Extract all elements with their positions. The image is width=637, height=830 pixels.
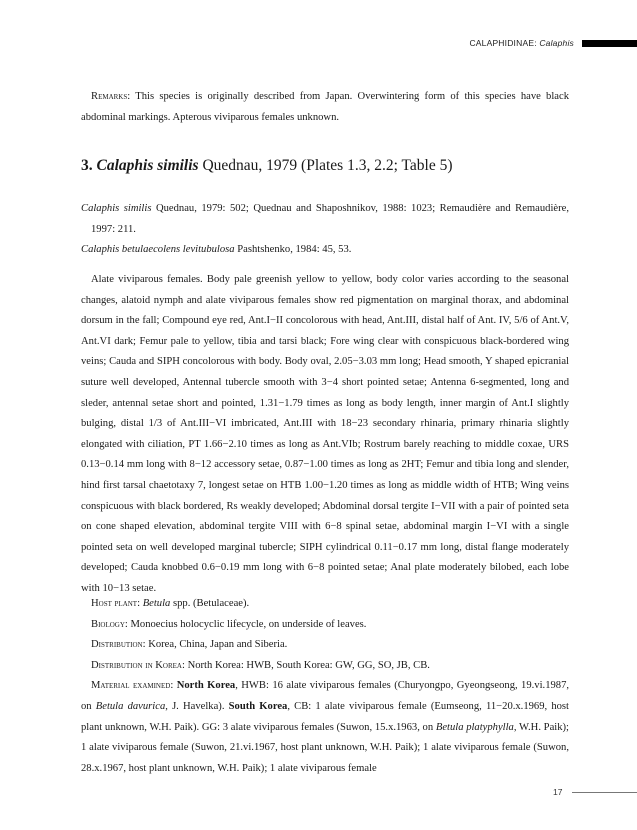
material-text: , W.H. Paik); 1 alate viviparous female (Suwon, 21.vi.1967, host plant unknown, W.H. Paik); 1 alate viviparous female (Suwon, 28.x.1967, host plant unknown, W.H. Paik); 1 alate viviparous female [81, 721, 569, 774]
synonym-text: Pashtshenko, 1984: 45, 53. [234, 244, 352, 256]
running-head-prefix: CALAPHIDINAE: [469, 38, 540, 48]
species-name: Calaphis similis [96, 157, 199, 174]
distribution-text: Korea, China, Japan and Siberia. [148, 639, 288, 651]
host-plant-text: spp. (Betulaceae). [170, 598, 250, 609]
host-plant-genus: Betula [142, 598, 171, 609]
synonym-name: Calaphis betulaecolens levitubulosa [81, 244, 235, 256]
running-head-genus: Calaphis [539, 38, 574, 48]
species-heading [81, 157, 452, 175]
host-species: Betula davurica [95, 700, 166, 712]
host-species: Betula platyphylla [435, 721, 514, 733]
distribution-label: Distribution [91, 639, 143, 651]
biology-label: Biology [91, 618, 125, 630]
biology-text: Monoecius holocyclic lifecycle, on underside of leaves. [130, 618, 367, 630]
species-number: 3. [81, 157, 93, 174]
running-head-bar [582, 40, 637, 47]
distribution-korea-line: Distribution in Korea: North Korea: HWB, South Korea: GW, GG, SO, JB, CB. [91, 659, 430, 671]
host-plant-line: Host plant: Betula spp. (Betulaceae). [91, 598, 250, 609]
page-footer [553, 785, 637, 799]
north-korea-label: North Korea [176, 680, 236, 692]
biology-line: Biology: Monoecius holocyclic lifecycle, on underside of leaves. [91, 618, 367, 630]
running-head [469, 37, 637, 49]
synonym-name: Calaphis similis [81, 203, 152, 214]
synonym-entry [81, 199, 569, 240]
remarks-text: This species is originally described from Japan. Overwintering form of this species have black abdominal markings. Apterous viviparous females unknown. [81, 91, 569, 123]
distribution-korea-label: Distribution in Korea [91, 659, 182, 671]
remarks-label: Remarks [91, 91, 128, 102]
description-paragraph [81, 270, 569, 600]
distribution-line: Distribution: Korea, China, Japan and Siberia. [91, 639, 288, 651]
material-text: , J. Havelka). [165, 700, 229, 712]
material-label: Material examined [91, 680, 171, 692]
distribution-korea-text: North Korea: HWB, South Korea: GW, GG, SO, JB, CB. [187, 659, 430, 671]
remarks-paragraph: Remarks: This species is originally described from Japan. Overwintering form of this species have black abdominal markings. Apterous viviparous females unknown. [81, 91, 569, 123]
material-text: , CB: 1 alate viviparous female (Eumseong, 11−20.x.1969, host plant unknown, W.H. Paik). GG: 3 alate viviparous females (Suwon, 15.x.1963, on [81, 700, 569, 733]
description-text: Alate viviparous females. Body pale greenish yellow to yellow, body color varies according to the seasonal changes, alatoid nymph and alate viviparous females show red pigmentation on marginal thorax, and abdominal dorsum in the fall; Compound eye red, Ant.I−II concolorous with head, Ant.III, distal half of Ant. IV, 5/6 of Ant.V, Ant.VI dark; Femur pale to yellow, tibia and tarsi black; Fore wing clear with conspicuous black-bordered wing veins; Cauda and SIPH concolorous with body. Body oval, 2.05−3.03 mm long; Head smooth, Y shaped epicranial suture well developed, Antennal tubercle smooth with 3−4 short pointed setae; Antenna 6-segmented, long and sleder, antennal setae short and pointed, 1.31−1.79 times as long as body length, inner margin of Ant.I slightly bulging, distal 1/3 of Ant.III−VI imbricated, Ant.III with 18−23 secondary rhinaria, primary rhinaria slightly elongated with ciliation, PT 1.66−2.10 times as long as Ant.VIb; Rostrum barely reaching to middle coxae, URS 0.13−0.14 mm long with 8−12 accessory setae, 0.87−1.00 times as long as 2HT; Femur and tibia long and slender, hind first tarsal chaetotaxy 7, longest setae on HTB 1.00−1.20 times as long as middle width of HTB; Wing veins conspicuous with black bordered, Rs weakly developed; Abdominal dorsal tergite I−VII with a pair of pointed seta on cone shaped elevation, abdominal tergite VIII with 6−8 spinal setae, abdominal margin I−VI with a single pointed seta on well developed marginal tubercle; SIPH cylindrical 0.11−0.17 mm long, distal flange moderately developed; Cauda knobbed 0.6−0.19 mm long with 6−8 pointed setae; Anal plate moderately bilobed, each lobe with 10−13 setae. [81, 274, 569, 594]
south-korea-label: South Korea [228, 700, 288, 712]
species-refs: (Plates 1.3, 2.2; Table 5) [301, 157, 453, 174]
species-authority: Quednau, 1979 [202, 157, 298, 174]
material-examined-paragraph: Material examined: North Korea, HWB: 16 alate viviparous females (Churyongpo, Gyeongseong, 19.vi.1987, on Betula davurica, J. Havelka). South Korea, CB: 1 alate viviparous female (Eumseong, 11−20.x.1969, host plant unknown, W.H. Paik). GG: 3 alate viviparous females (Suwon, 15.x.1963, on Betula platyphylla, W.H. Paik); 1 alate viviparous female (Suwon, 21.vi.1967, host plant unknown, W.H. Paik); 1 alate viviparous female (Suwon, 28.x.1967, host plant unknown, W.H. Paik); 1 alate viviparous female [81, 680, 570, 774]
synonym-entry [81, 240, 569, 261]
synonymy [81, 199, 569, 261]
footer-rule [572, 792, 637, 793]
running-head-text [469, 38, 574, 48]
page-number: 17 [553, 787, 563, 797]
synonym-text: Quednau, 1979: 502; Quednau and Shaposhnikov, 1988: 1023; Remaudière and Remaudière, 1997: 211. [91, 203, 569, 235]
species-details [81, 594, 569, 779]
material-text: , HWB: 16 alate viviparous females (Churyongpo, Gyeongseong, 19.vi.1987, on [81, 680, 570, 712]
host-plant-label: Host plant [91, 598, 138, 609]
